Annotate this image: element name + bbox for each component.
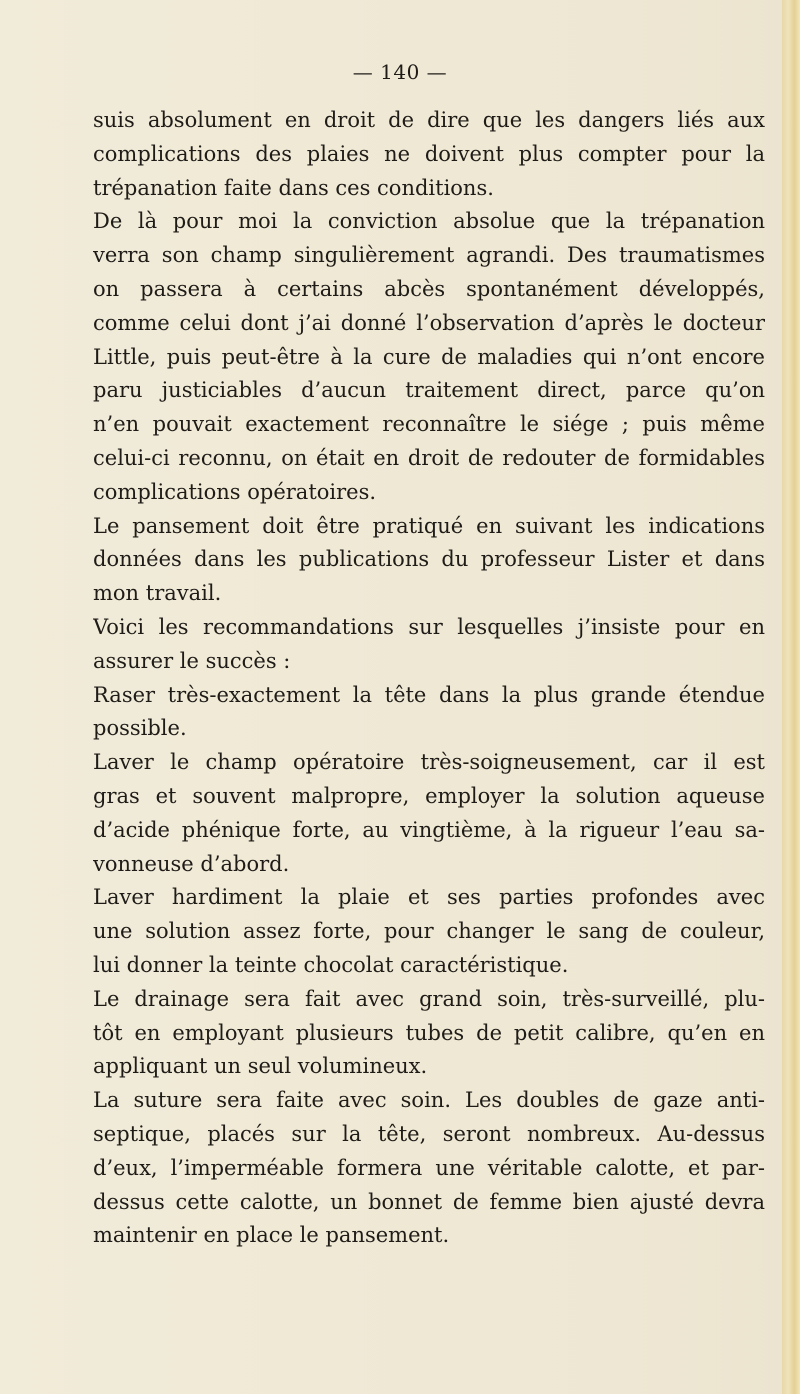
text-line: on passera à certains abcès spontanément développés, bbox=[93, 276, 765, 301]
text-line: tôt en employant plusieurs tubes de petit calibre, qu’en en bbox=[93, 1020, 765, 1045]
text-line: une solution assez forte, pour changer le sang de couleur, bbox=[93, 919, 765, 944]
text-line: dessus cette calotte, un bonnet de femme bien ajusté devra bbox=[93, 1189, 765, 1214]
text-line: trépanation faite dans ces conditions. bbox=[93, 175, 494, 200]
text-line: complications des plaies ne doivent plus compter pour la bbox=[93, 141, 765, 166]
text-line: Laver le champ opératoire très-soigneusement, car il est bbox=[93, 750, 765, 775]
text-line: Le pansement doit être pratiqué en suivant les indications bbox=[93, 513, 765, 538]
text-line: d’eux, l’imperméable formera une véritable calotte, et par- bbox=[93, 1155, 765, 1180]
text-line: Laver hardiment la plaie et ses parties profondes avec bbox=[93, 885, 765, 910]
text-line: d’acide phénique forte, au vingtième, à la rigueur l’eau sa- bbox=[93, 817, 765, 842]
text-line: maintenir en place le pansement. bbox=[93, 1223, 450, 1248]
text-line: possible. bbox=[93, 716, 187, 741]
text-line: comme celui dont j’ai donné l’observation d’après le docteur bbox=[93, 310, 765, 335]
page-text bbox=[93, 104, 765, 1253]
text-line: lui donner la teinte chocolat caractéristique. bbox=[93, 952, 569, 977]
text-line: Raser très-exactement la tête dans la plus grande étendue bbox=[93, 682, 765, 707]
text-line: Little, puis peut-être à la cure de maladies qui n’ont encore bbox=[93, 344, 765, 369]
text-line: Le drainage sera fait avec grand soin, très-surveillé, plu- bbox=[93, 986, 765, 1011]
text-line: celui-ci reconnu, on était en droit de redouter de formidables bbox=[93, 445, 765, 470]
text-line: suis absolument en droit de dire que les dangers liés aux bbox=[93, 108, 765, 132]
text-line: assurer le succès : bbox=[93, 648, 291, 673]
text-line: mon travail. bbox=[93, 581, 222, 606]
page-number: — 140 — bbox=[352, 60, 448, 84]
text-line: appliquant un seul volumineux. bbox=[93, 1054, 428, 1079]
text-line: vonneuse d’abord. bbox=[93, 851, 290, 876]
text-line: Voici les recommandations sur lesquelles j’insiste pour en bbox=[93, 614, 765, 639]
text-line: verra son champ singulièrement agrandi. Des traumatismes bbox=[93, 243, 765, 268]
page-gutter bbox=[782, 0, 800, 1394]
text-line: paru justiciables d’aucun traitement direct, parce qu’on bbox=[93, 378, 765, 403]
text-line: données dans les publications du professeur Lister et dans bbox=[93, 547, 765, 572]
text-line: septique, placés sur la tête, seront nombreux. Au-dessus bbox=[93, 1121, 765, 1146]
text-line: n’en pouvait exactement reconnaître le siége ; puis même bbox=[93, 412, 765, 437]
text-line: De là pour moi la conviction absolue que la trépanation bbox=[93, 209, 765, 234]
text-line: La suture sera faite avec soin. Les doubles de gaze anti- bbox=[93, 1088, 765, 1113]
text-line: gras et souvent malpropre, employer la solution aqueuse bbox=[93, 783, 765, 808]
text-line: complications opératoires. bbox=[93, 479, 377, 504]
